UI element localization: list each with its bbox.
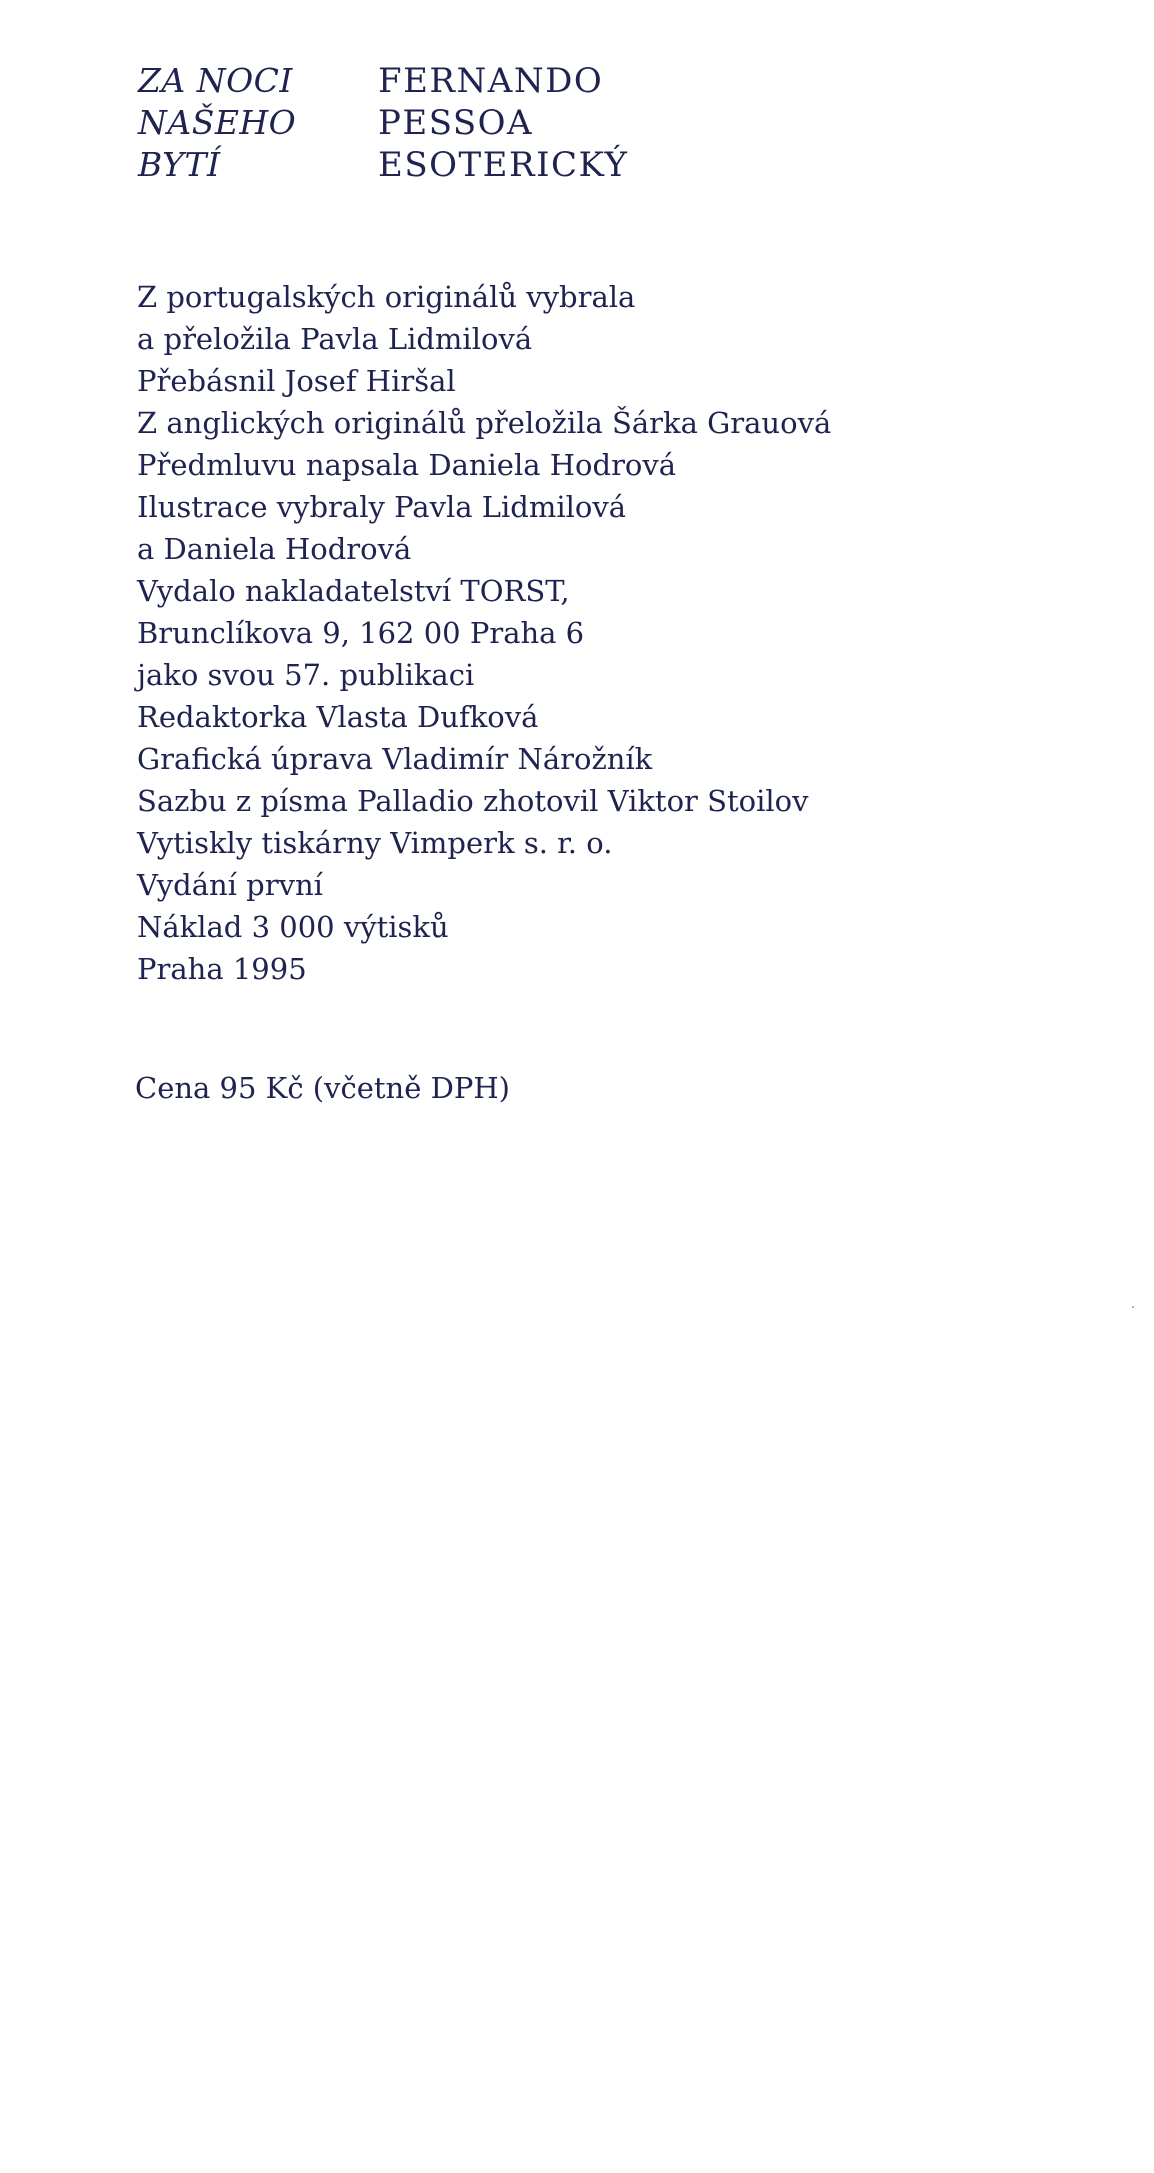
colophon-line: Praha 1995 [137,952,307,986]
scan-speck [1132,1306,1134,1308]
colophon-line: jako svou 57. publikaci [137,658,475,692]
colophon-line: Přebásnil Josef Hiršal [137,364,456,398]
colophon-line: Ilustrace vybraly Pavla Lidmilová [137,490,627,524]
title-block [138,60,628,186]
book-title [138,60,378,186]
book-title-line: BYTÍ [138,145,221,184]
colophon-line: Z anglických originálů přeložila Šárka Grauová [137,406,832,440]
colophon-line: Brunclíkova 9, 162 00 Praha 6 [137,616,585,650]
colophon-line: Sazbu z písma Palladio zhotovil Viktor Stoilov [137,784,809,818]
colophon-line: Vytiskly tiskárny Vimperk s. r. o. [137,826,613,860]
book-title-line: NAŠEHO [138,103,297,142]
colophon-line: Z portugalských originálů vybrala [137,280,636,314]
colophon [137,276,831,990]
colophon-line: Náklad 3 000 výtisků [137,910,449,944]
book-title-line: ZA NOCI [138,61,293,100]
author-title-line: PESSOA [378,103,534,143]
author-title-line: FERNANDO [378,61,604,101]
colophon-line: Grafická úprava Vladimír Nárožník [137,742,653,776]
colophon-line: a Daniela Hodrová [137,532,412,566]
author-title [378,60,628,186]
colophon-line: Předmluvu napsala Daniela Hodrová [137,448,677,482]
author-title-line: ESOTERICKÝ [378,145,629,185]
colophon-line: a přeložila Pavla Lidmilová [137,322,533,356]
price-line: Cena 95 Kč (včetně DPH) [135,1071,510,1105]
colophon-line: Vydalo nakladatelství TORST, [137,574,570,608]
colophon-line: Redaktorka Vlasta Dufková [137,700,539,734]
colophon-line: Vydání první [137,868,323,902]
